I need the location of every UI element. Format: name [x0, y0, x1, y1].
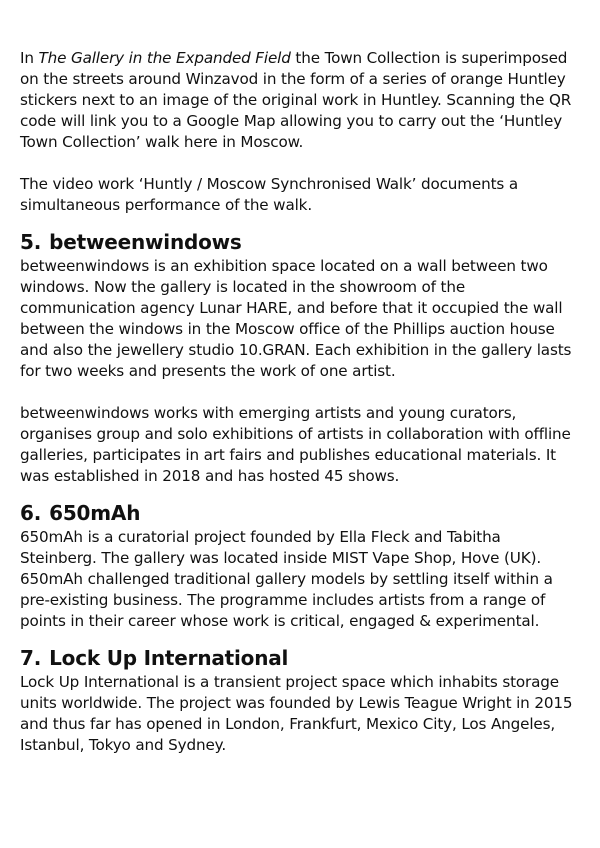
section-number: 5. — [20, 230, 42, 254]
section-number: 7. — [20, 646, 42, 670]
document-page — [20, 48, 580, 756]
paragraph-gap — [20, 153, 580, 174]
intro-paragraph-1 — [20, 48, 580, 153]
section-heading-650mah — [20, 499, 580, 527]
section-title: betweenwindows — [49, 230, 242, 254]
section-paragraph: Lock Up International is a transient project space which inhabits storage units worldwide. The project was founded by Lewis Teague Wright in 2015 and thus far has opened in London, Frankfurt, Mexico City, Los Angeles, Istanbul, Tokyo and Sydney. — [20, 673, 573, 754]
section-paragraph: betweenwindows is an exhibition space located on a wall between two windows. Now the gallery is located in the showroom of the communication agency Lunar HARE, and before that it occupied the wall between the windows in the Moscow office of the Phillips auction house and also the jewellery studio 10.GRAN. Each exhibition in the gallery lasts for two weeks and presents the work of one artist. — [20, 257, 572, 380]
section-number: 6. — [20, 501, 42, 525]
section-heading-betweenwindows — [20, 228, 580, 256]
work-title: The Gallery in the Expanded Field — [38, 49, 291, 67]
section-heading-lock-up-international — [20, 644, 580, 672]
section-title: 650mAh — [49, 501, 141, 525]
intro-paragraph-2: The video work ‘Huntly / Moscow Synchronised Walk’ documents a simultaneous performance of the walk. — [20, 175, 518, 214]
intro-lead: In — [20, 49, 39, 67]
section-paragraph: 650mAh is a curatorial project founded by Ella Fleck and Tabitha Steinberg. The gallery was located inside MIST Vape Shop, Hove (UK). 650mAh challenged traditional gallery models by settling itself within a pre-existing business. The programme includes artists from a range of points in their career whose work is critical, engaged & experimental. — [20, 528, 553, 630]
section-title: Lock Up International — [49, 646, 289, 670]
paragraph-gap — [20, 382, 580, 403]
intro-rest: the Town Collection is superimposed on the streets around Winzavod in the form of a series of orange Huntley stickers next to an image of the original work in Huntley. Scanning the QR code will link you to a Google Map allowing you to carry out the ‘Huntley Town Collection’ walk here in Moscow. — [20, 49, 572, 151]
section-paragraph: betweenwindows works with emerging artists and young curators, organises group and solo exhibitions of artists in collaboration with offline galleries, participates in art fairs and publishes educational materials. It was established in 2018 and has hosted 45 shows. — [20, 404, 571, 485]
